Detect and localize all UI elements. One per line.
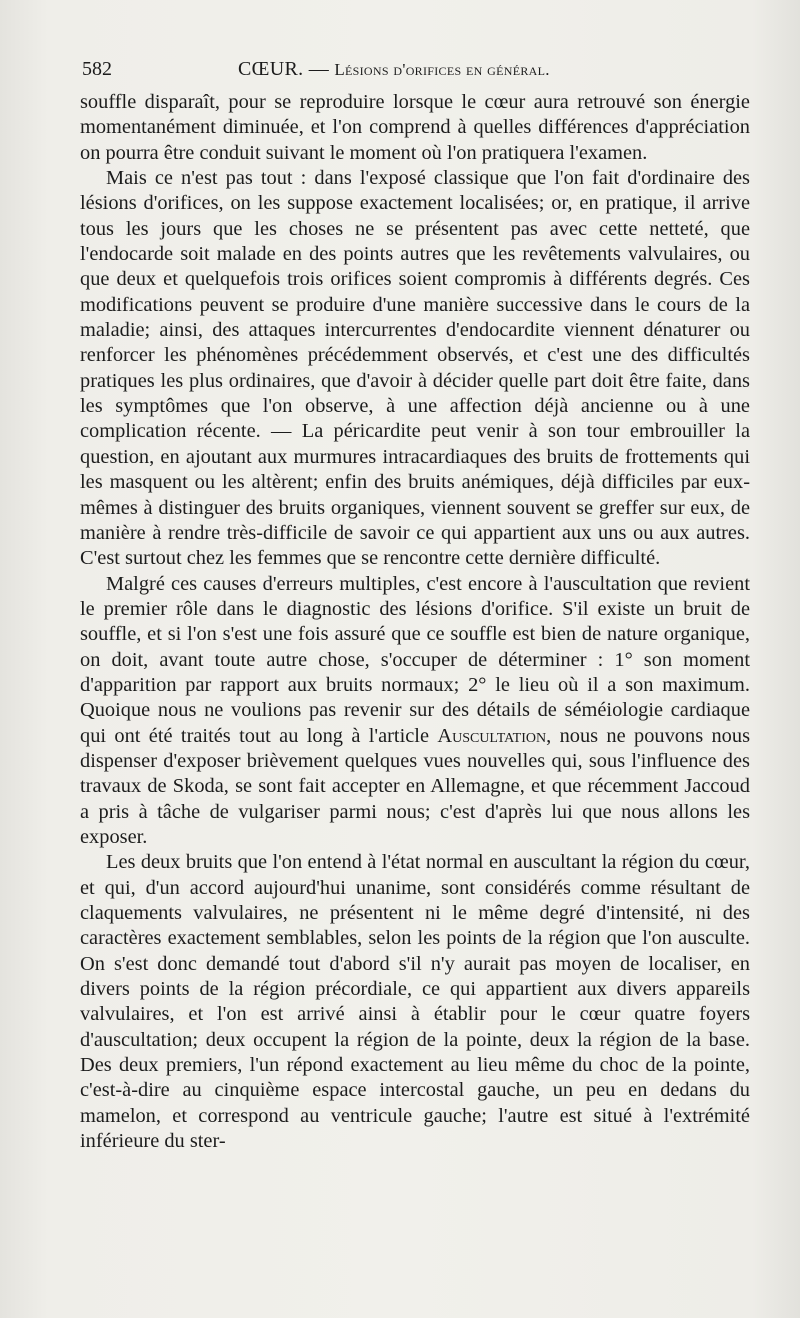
paragraph: Mais ce n'est pas tout : dans l'exposé classique que l'on fait d'ordinaire des lésions d'orifices, on les suppose exactement localisées; or, en pratique, il arrive tous les jours que les choses ne se présentent pas avec cette netteté, que l'endocarde soit malade en des points autres que les revêtements valvulaires, ou que deux et quelquefois trois orifices soient compromis à différents degrés. Ces modifications peuvent se produire d'une manière successive dans le cours de la maladie; ainsi, des attaques intercurrentes d'endocardite viennent dénaturer ou renforcer les phénomènes précédemment observés, et c'est une des difficultés pratiques les plus ordinaires, que d'avoir à décider quelle part doit être faite, dans les symptômes que l'on observe, à une affection déjà ancienne ou à une complication récente. — La péricardite peut venir à son tour embrouiller la question, en ajoutant aux murmures intracardiaques des bruits de frottements qui les masquent ou les altèrent; enfin des bruits anémiques, déjà difficiles par eux-mêmes à distinguer des bruits organiques, viennent souvent se greffer sur eux, de manière à rendre très-difficile de savoir ce qui appartient aux uns ou aux autres. C'est surtout chez les femmes que se rencontre cette dernière difficulté. bbox=[80, 167, 750, 570]
body-text bbox=[80, 90, 750, 1154]
paragraph: souffle disparaît, pour se reproduire lorsque le cœur aura retrouvé son énergie momentanément diminuée, et l'on comprend à quelles différences d'appréciation on pourra être conduit suivant le moment où l'on pratiquera l'examen. bbox=[80, 91, 750, 164]
paragraph-text: , nous ne pouvons nous dispenser d'exposer brièvement quelques vues nouvelles qui, sous l'influence des travaux de Skoda, se sont fait accepter en Allemagne, et que récemment Jaccoud a pris à tâche de vulgariser parmi nous; c'est d'après lui que nous allons les exposer. bbox=[80, 724, 750, 848]
paragraph-text: Malgré ces causes d'erreurs multiples, c'est encore à l'auscultation que revient le premier rôle dans le diagnostic des lésions d'orifice. S'il existe un bruit de souffle, et si l'on s'est une fois assuré que ce souffle est bien de nature organique, on doit, avant toute autre chose, s'occuper de déterminer : 1° son moment d'apparition par rapport aux bruits normaux; 2° le lieu où il a son maximum. Quoique nous ne voulions pas revenir sur des détails de séméiologie cardiaque qui ont été traités tout au long à l'article bbox=[80, 572, 750, 747]
paragraph: Les deux bruits que l'on entend à l'état normal en auscultant la région du cœur, et qui, d'un accord aujourd'hui unanime, sont considérés comme résultant de claquements valvulaires, ne présentent ni le même degré d'intensité, ni des caractères exactement semblables, selon les points de la région que l'on ausculte. On s'est donc demandé tout d'abord s'il n'y aurait pas moyen de localiser, en divers points de la région précordiale, ce qui appartient aux divers appareils valvulaires, et l'on est arrivé ainsi à établir pour le cœur quatre foyers d'auscultation; deux occupent la région de la pointe, deux la région de la base. Des deux premiers, l'un répond exactement au lieu même du choc de la pointe, c'est-à-dire au cinquième espace intercostal gauche, un peu en dedans du mamelon, et correspond au ventricule gauche; l'autre est situé à l'extrémité inférieure du ster- bbox=[80, 851, 750, 1153]
article-reference: Auscultation bbox=[437, 724, 547, 747]
page-number: 582 bbox=[82, 58, 112, 80]
section-title: Lésions d'orifices en général. bbox=[334, 60, 550, 79]
paragraph bbox=[80, 572, 750, 851]
running-title bbox=[238, 58, 550, 81]
chapter-title: CŒUR. bbox=[238, 58, 304, 80]
running-header bbox=[78, 58, 750, 86]
title-separator: — bbox=[308, 58, 330, 80]
